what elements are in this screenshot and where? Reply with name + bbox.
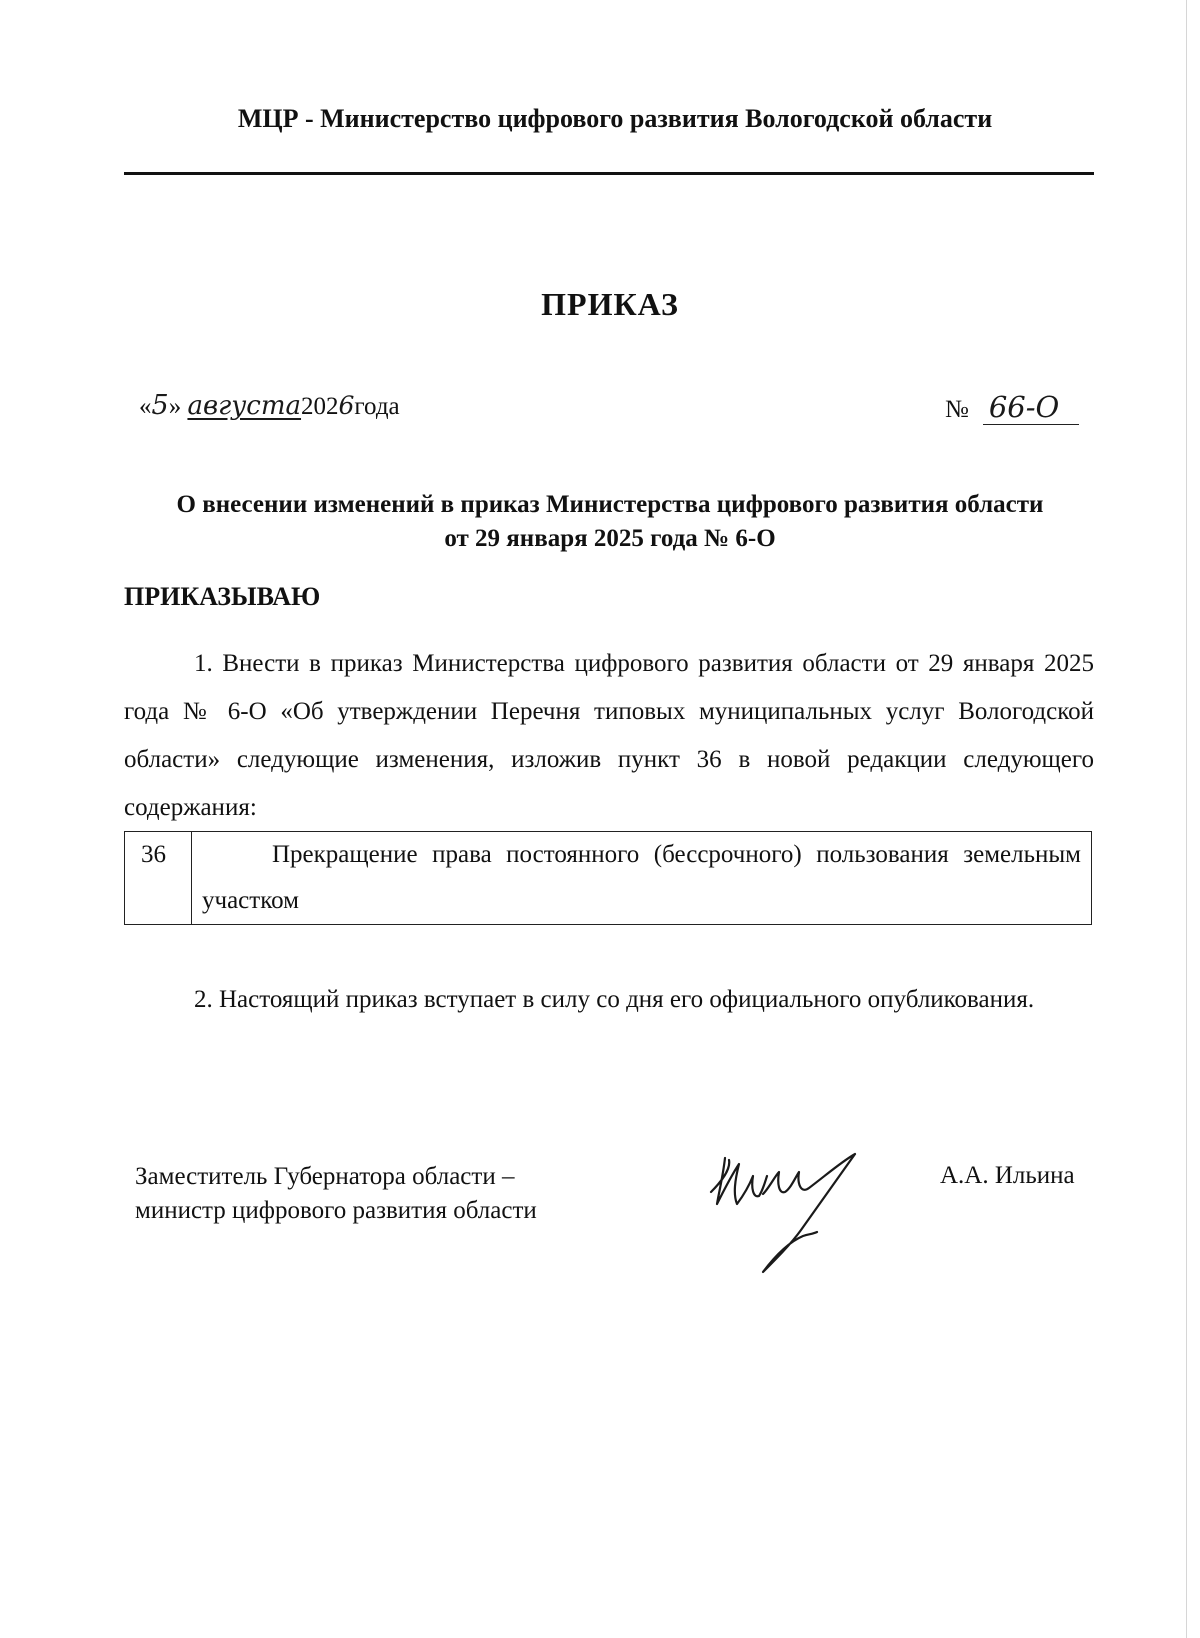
date-year-handwritten-digit: 6 [338, 391, 355, 420]
signer-position-line-1: Заместитель Губернатора области – [135, 1163, 515, 1190]
table-row [125, 832, 1092, 925]
subject-line-2: от 29 января 2025 года № 6-О [444, 525, 776, 552]
signer-position [135, 1160, 537, 1228]
number-value-handwritten: 66-О [983, 390, 1079, 425]
date-day-handwritten: 5 [151, 390, 169, 421]
number-label: № [945, 396, 969, 423]
date-open-quote: « [139, 393, 152, 420]
header-divider [124, 172, 1094, 175]
paragraph-1: 1. Внести в приказ Министерства цифрового развития области от 29 января 2025 года № 6-О «Об утверждении Перечня типовых муниципальных услуг Вологодской области» следующие изменения, изложив пункт 36 в новой редакции следующего содержания: [124, 650, 1094, 821]
table-cell-number: 36 [125, 832, 192, 925]
date-month-handwritten: августа [187, 391, 302, 421]
document-title: ПРИКАЗ [541, 286, 679, 322]
amendment-table [124, 831, 1092, 925]
date-suffix: года [354, 393, 400, 420]
scan-edge-line [1186, 0, 1187, 1638]
order-subject [120, 488, 1100, 556]
organization-header: МЦР - Министерство цифрового развития Вологодской области [237, 104, 993, 133]
date-close-quote: » [168, 393, 182, 420]
date-year-prefix: 202 [301, 393, 339, 420]
order-date [139, 390, 400, 421]
signer-name: А.А. Ильина [940, 1162, 1075, 1189]
paragraph-2: 2. Настоящий приказ вступает в силу со дня его официального опубликования. [194, 986, 1035, 1013]
handwritten-signature [705, 1148, 885, 1278]
order-number [945, 390, 1079, 425]
order-directive: ПРИКАЗЫВАЮ [124, 582, 321, 611]
subject-line-1: О внесении изменений в приказ Министерства цифрового развития области [176, 491, 1044, 518]
table-cell-text: Прекращение права постоянного (бессрочного) пользования земельным участком [192, 832, 1092, 925]
signer-position-line-2: министр цифрового развития области [135, 1197, 537, 1224]
